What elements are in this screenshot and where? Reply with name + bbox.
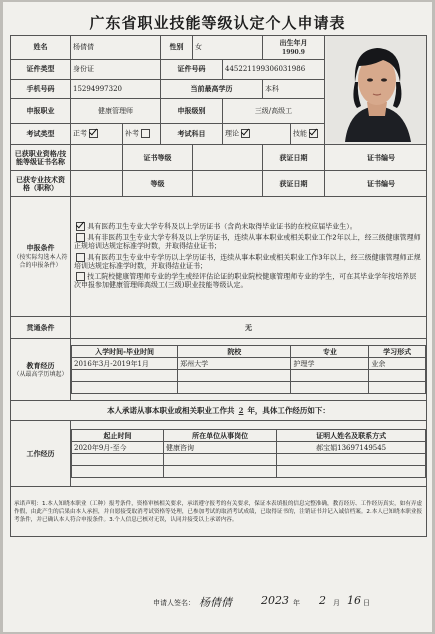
cert-no-label-2: 证书编号 bbox=[367, 179, 395, 188]
work-col-witness: 证明人姓名及联系方式 bbox=[277, 430, 426, 442]
work-history-table bbox=[71, 421, 427, 487]
sign-day-value: 16 bbox=[347, 594, 361, 607]
grade-value bbox=[193, 171, 263, 197]
exam-type-check-2[interactable] bbox=[141, 129, 150, 138]
edu-col-major: 专业 bbox=[291, 346, 369, 358]
work-witness: 郝宝娟13697149545 bbox=[277, 442, 426, 454]
conditions-list bbox=[71, 197, 427, 317]
sign-year-value: 2023 bbox=[261, 594, 289, 607]
level-value: 三级/高级工 bbox=[223, 99, 325, 123]
name-label: 姓名 bbox=[11, 36, 71, 60]
work-post: 健康咨询 bbox=[164, 442, 277, 454]
condition-item[interactable]: 具有医药卫生专业中专学历以上学历证书，连续从事本职业或相关职业工作3年以上，经三级健康管理师正规培训达规定标准学时数，并取得结业证书； bbox=[74, 253, 421, 270]
commitment-statement: 承诺声明：1.本人知晓本职业（工种）报考条件，资格审核相关要求，承诺遵守报考的有关要求，保证本表填报的信息完整准确，教育经历、工作经历真实，如有弄虚作假，由此产生的后果由本人承担，并自愿接受取消考试资格等处理，已参加考试的取消考试成绩，已取得证书的，注销证书并记入诚信档案。2.本人已知晓本职业报考条件，并已确认本人符合申报条件。3.个人信息已核对无误，认同并接受以上承诺内容。 bbox=[11, 487, 427, 537]
commitment-line: 本人承诺从事本职业或相关职业工作共 2 年，具体工作经历如下： bbox=[11, 401, 427, 421]
phone-value: 15294997320 bbox=[71, 79, 161, 99]
gender-label: 性别 bbox=[161, 36, 193, 60]
condition-check-3[interactable] bbox=[76, 253, 85, 262]
birth-label: 出生年月 1990.9 bbox=[263, 36, 325, 60]
conditions-label: 申报条件 （按实际勾选本人符合的申报条件） bbox=[11, 197, 71, 317]
grade-label: 等级 bbox=[123, 171, 193, 197]
edu-period: 2016年3月-2019年1月 bbox=[72, 358, 178, 370]
form-table bbox=[10, 35, 427, 537]
throughput-label: 贯通条件 bbox=[11, 317, 71, 339]
edu-history-note: （从最高学历填起） bbox=[13, 370, 68, 378]
edu-col-period: 入学时间-毕业时间 bbox=[72, 346, 178, 358]
issue-time-label: 获证日期 bbox=[263, 145, 325, 171]
form-title: 广东省职业技能等级认定个人申请表 bbox=[89, 14, 346, 32]
portrait-image bbox=[327, 36, 427, 142]
cert-no-cell-2 bbox=[325, 171, 427, 197]
exam-subject-label: 考试科目 bbox=[161, 123, 223, 145]
birth-value: 1990.9 bbox=[282, 48, 305, 56]
qual-cert-label: 已获职业资格/技能等级证书名称 bbox=[11, 145, 71, 171]
condition-item[interactable]: 技工院校健康管理师专业的学生或经评估论证的职业院校健康管理师专业的学生，可在其毕业学年按培养层次申报参加健康管理师高级工(三级)职业技能等级认定。 bbox=[74, 272, 417, 290]
issue-time-label-2: 获证日期 bbox=[263, 171, 325, 197]
skill-name-label: 已获专业技术资格（职称） bbox=[11, 171, 71, 197]
edu-history-label: 教育经历 （从最高学历填起） bbox=[11, 339, 71, 401]
exam-subject-option-1[interactable]: 理论 bbox=[223, 123, 291, 145]
condition-item[interactable]: 具有非医药卫生专业大学专科及以上学历证书，连续从事本职业或相关职业工作2年以上，经三级健康管理师正规培训达规定标准学时数，并取得结业证书； bbox=[74, 233, 421, 251]
cert-level-value bbox=[193, 145, 263, 171]
id-no-value: 445221199306031986 bbox=[223, 60, 325, 80]
exam-subject-check-2[interactable] bbox=[309, 129, 318, 138]
level-label: 申报级别 bbox=[161, 99, 223, 123]
edu-major: 护理学 bbox=[291, 358, 369, 370]
edu-col-school: 院校 bbox=[178, 346, 291, 358]
work-col-unit: 所在单位从事岗位 bbox=[164, 430, 277, 442]
edu-history-table bbox=[71, 339, 427, 401]
application-form bbox=[3, 2, 432, 632]
work-label: 工作经历 bbox=[11, 421, 71, 487]
condition-check-4[interactable] bbox=[76, 272, 85, 281]
condition-check-2[interactable] bbox=[76, 233, 85, 242]
work-col-period: 起止时间 bbox=[72, 430, 164, 442]
table-row bbox=[72, 442, 426, 454]
education-label: 当前最高学历 bbox=[161, 79, 263, 99]
exam-type-label: 考试类型 bbox=[11, 123, 71, 145]
id-no-label: 证件号码 bbox=[161, 60, 223, 80]
conditions-note: （按实际勾选本人符合的申报条件） bbox=[13, 253, 68, 270]
gender-value: 女 bbox=[193, 36, 263, 60]
condition-item[interactable]: 具有医药卫生专业大学专科及以上学历证书（含尚未取得毕业证书的在校应届毕业生）。 bbox=[74, 222, 423, 231]
month-label: 月 bbox=[333, 599, 340, 607]
year-label: 年 bbox=[293, 599, 300, 607]
condition-check-1[interactable] bbox=[76, 222, 85, 231]
work-period: 2020年9月-至今 bbox=[72, 442, 164, 454]
throughput-value: 无 bbox=[71, 317, 427, 339]
edu-form: 业余 bbox=[369, 358, 426, 370]
day-label: 日 bbox=[363, 599, 370, 607]
signature-label: 申请人签名： bbox=[153, 599, 195, 607]
occupation-value: 健康管理师 bbox=[71, 99, 161, 123]
signature-value: 杨倩倩 bbox=[199, 596, 232, 609]
qual-cert-value bbox=[71, 145, 123, 171]
edu-school: 郑州大学 bbox=[178, 358, 291, 370]
exam-type-option-1[interactable]: 正考 bbox=[71, 123, 123, 145]
phone-label: 手机号码 bbox=[11, 79, 71, 99]
occupation-label: 申报职业 bbox=[11, 99, 71, 123]
cert-no-label: 证书编号 bbox=[367, 153, 395, 162]
exam-subject-check-1[interactable] bbox=[241, 129, 250, 138]
education-value: 本科 bbox=[263, 79, 325, 99]
edu-col-form: 学习形式 bbox=[369, 346, 426, 358]
name-value: 杨倩倩 bbox=[71, 36, 161, 60]
id-type-label: 证件类型 bbox=[11, 60, 71, 80]
applicant-photo bbox=[325, 36, 427, 145]
table-row bbox=[72, 358, 426, 370]
cert-no-cell bbox=[325, 145, 427, 171]
exam-subject-option-2[interactable]: 技能 bbox=[291, 123, 325, 145]
cert-level-label: 证书等级 bbox=[123, 145, 193, 171]
work-years: 2 bbox=[238, 406, 244, 416]
sign-month-value: 2 bbox=[319, 594, 326, 607]
exam-type-check-1[interactable] bbox=[89, 129, 98, 138]
id-type-value: 身份证 bbox=[71, 60, 161, 80]
exam-type-option-2[interactable]: 补考 bbox=[123, 123, 161, 145]
skill-name-value bbox=[71, 171, 123, 197]
